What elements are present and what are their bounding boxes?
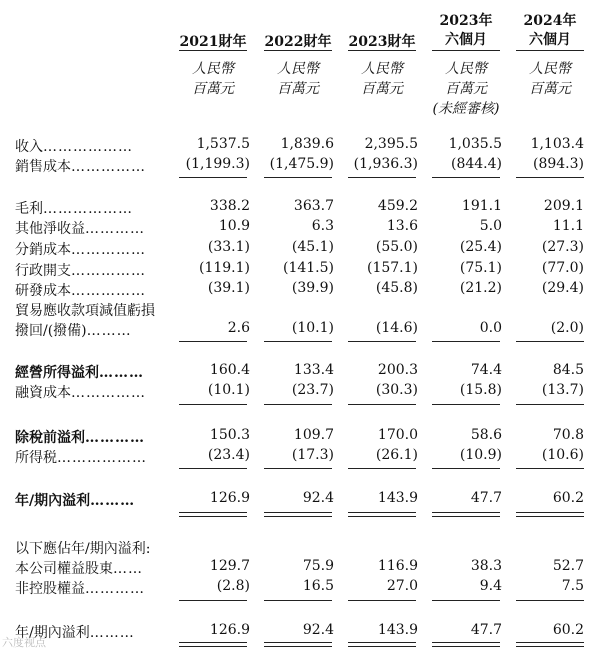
rule-line <box>179 646 247 647</box>
row-value: 200.3 <box>377 362 418 378</box>
row-label <box>15 382 146 402</box>
rule-line <box>432 512 500 513</box>
row-value: 92.4 <box>302 490 334 506</box>
row-label-text: 行政開支 <box>15 263 71 279</box>
row-label-text: 貿易應收款項減值虧損 <box>15 303 155 319</box>
rule-line <box>348 512 416 513</box>
row-value: 116.9 <box>377 558 418 574</box>
row-label-text: 銷售成本 <box>15 159 71 175</box>
row-label-text: 除稅前溢利 <box>15 430 85 446</box>
column-unit: (未經審核) <box>432 101 500 117</box>
dot-leader: ……… <box>99 365 144 381</box>
dot-leader: ……………… <box>57 450 147 466</box>
rule-line <box>348 341 416 342</box>
column-unit: 百萬元 <box>529 81 571 97</box>
rule-line <box>348 600 416 601</box>
row-value: 150.3 <box>209 427 250 443</box>
row-label <box>15 198 133 218</box>
column-unit: 百萬元 <box>361 81 403 97</box>
rule-line <box>264 516 332 517</box>
rule-line <box>348 642 416 643</box>
row-value: (844.4) <box>450 156 502 172</box>
row-value: 459.2 <box>377 198 418 214</box>
rule-line <box>264 642 332 643</box>
dot-leader: …………… <box>71 159 146 175</box>
row-value: (30.3) <box>375 382 418 398</box>
rule-line <box>432 468 500 469</box>
column-header-title: 2023財年 <box>348 34 416 50</box>
row-label <box>15 156 146 176</box>
column-unit: 百萬元 <box>277 81 319 97</box>
row-label <box>15 218 145 238</box>
row-value: 109.7 <box>293 427 334 443</box>
row-value: (2.0) <box>550 320 584 336</box>
rule-line <box>348 404 416 405</box>
rule-line <box>179 642 247 643</box>
dot-leader: ……………… <box>43 139 133 155</box>
rule-line <box>516 516 584 517</box>
row-value: (15.8) <box>459 382 502 398</box>
row-value: 160.4 <box>209 362 250 378</box>
column-unit: 百萬元 <box>192 81 234 97</box>
row-value: 0.0 <box>479 320 502 336</box>
rule-line <box>432 516 500 517</box>
rule-line <box>432 600 500 601</box>
row-label <box>15 320 132 340</box>
row-value: 13.6 <box>386 218 418 234</box>
header-underline <box>179 50 247 51</box>
row-value: 129.7 <box>209 558 250 574</box>
row-value: 209.1 <box>543 198 584 214</box>
row-value: 52.7 <box>552 558 584 574</box>
row-value: 6.3 <box>311 218 334 234</box>
header-underline <box>432 50 500 51</box>
row-value: (75.1) <box>459 260 502 276</box>
row-label <box>15 136 133 156</box>
row-value: 191.1 <box>461 198 502 214</box>
row-label <box>15 300 155 320</box>
rule-line <box>516 341 584 342</box>
row-value: (119.1) <box>198 260 250 276</box>
column-header-title: 六個月 <box>445 32 487 48</box>
row-value: (1,475.9) <box>269 156 334 172</box>
row-value: (10.9) <box>459 447 502 463</box>
row-value: (39.9) <box>291 280 334 296</box>
header-underline <box>516 50 584 51</box>
row-value: 58.6 <box>470 427 502 443</box>
rule-line <box>264 341 332 342</box>
row-label <box>15 490 135 510</box>
row-value: 70.8 <box>552 427 584 443</box>
dot-leader: ………… <box>85 581 145 597</box>
rule-line <box>264 468 332 469</box>
row-value: (10.6) <box>541 447 584 463</box>
row-value: 170.0 <box>377 427 418 443</box>
column-header-title: 六個月 <box>529 32 571 48</box>
rule-line <box>179 341 247 342</box>
dot-leader: ……… <box>89 625 135 641</box>
dot-leader: ……… <box>86 323 132 339</box>
row-value: 5.0 <box>479 218 502 234</box>
rule-line <box>516 177 584 178</box>
row-value: 60.2 <box>552 622 584 638</box>
header-underline <box>264 50 332 51</box>
dot-leader: …………… <box>71 385 146 401</box>
row-value: (25.4) <box>459 239 502 255</box>
row-value: 1,035.5 <box>448 136 502 152</box>
row-value: 126.9 <box>209 490 250 506</box>
dot-leader: ……………… <box>43 201 133 217</box>
row-value: (141.5) <box>282 260 334 276</box>
row-label-text: 以下應佔年/期內溢利: <box>15 541 151 557</box>
column-unit: 人民幣 <box>277 61 319 77</box>
row-value: 143.9 <box>377 622 418 638</box>
column-unit: 人民幣 <box>529 61 571 77</box>
row-value: 60.2 <box>552 490 584 506</box>
row-value: (13.7) <box>541 382 584 398</box>
row-value: 74.4 <box>470 362 502 378</box>
row-value: (45.1) <box>291 239 334 255</box>
dot-leader: …………… <box>71 242 146 258</box>
rule-line <box>179 512 247 513</box>
row-value: (10.1) <box>207 382 250 398</box>
row-label <box>15 427 145 447</box>
column-unit: 人民幣 <box>361 61 403 77</box>
row-label <box>15 447 147 467</box>
column-unit: 人民幣 <box>192 61 234 77</box>
rule-line <box>264 646 332 647</box>
row-label-text: 年/期內溢利 <box>15 625 90 641</box>
dot-leader: ……… <box>90 493 136 509</box>
rule-line <box>516 642 584 643</box>
rule-line <box>516 646 584 647</box>
row-value: 47.7 <box>470 622 502 638</box>
row-value: 1,839.6 <box>280 136 334 152</box>
column-header-title: 2021財年 <box>179 34 247 50</box>
row-value: 16.5 <box>302 578 334 594</box>
dot-leader: ………… <box>85 221 145 237</box>
column-unit: 百萬元 <box>445 81 487 97</box>
rule-line <box>348 516 416 517</box>
rule-line <box>432 177 500 178</box>
row-label-text: 非控股權益 <box>15 581 85 597</box>
rule-line <box>432 642 500 643</box>
rule-line <box>179 177 247 178</box>
rule-line <box>179 468 247 469</box>
row-value: (14.6) <box>375 320 418 336</box>
rule-line <box>264 177 332 178</box>
row-label-text: 其他淨收益 <box>15 221 85 237</box>
row-label <box>15 260 146 280</box>
rule-line <box>348 468 416 469</box>
row-label <box>15 280 146 300</box>
rule-line <box>516 512 584 513</box>
row-value: 9.4 <box>479 578 502 594</box>
rule-line <box>348 646 416 647</box>
row-value: 2.6 <box>227 320 250 336</box>
row-value: (55.0) <box>375 239 418 255</box>
row-label <box>15 362 144 382</box>
row-value: (1,936.3) <box>353 156 418 172</box>
row-value: (894.3) <box>532 156 584 172</box>
column-header-title: 2022財年 <box>264 34 332 50</box>
column-header-title: 2023年 <box>439 13 493 29</box>
row-label-text: 年/期內溢利 <box>15 493 91 509</box>
row-value: (2.8) <box>216 578 250 594</box>
row-value: 92.4 <box>302 622 334 638</box>
row-value: 143.9 <box>377 490 418 506</box>
watermark: 六度视点 <box>2 636 46 649</box>
row-value: (23.7) <box>291 382 334 398</box>
rule-line <box>264 404 332 405</box>
row-value: (157.1) <box>366 260 418 276</box>
rule-line <box>348 177 416 178</box>
row-value: 84.5 <box>552 362 584 378</box>
row-label-text: 所得税 <box>15 450 57 466</box>
rule-line <box>516 600 584 601</box>
row-value: 47.7 <box>470 490 502 506</box>
rule-line <box>179 600 247 601</box>
rule-line <box>432 646 500 647</box>
row-label-text: 撥回/(撥備) <box>15 323 87 339</box>
column-header-title: 2024年 <box>523 13 577 29</box>
rule-line <box>264 600 332 601</box>
rule-line <box>179 404 247 405</box>
rule-line <box>432 341 500 342</box>
row-value: 126.9 <box>209 622 250 638</box>
rule-line <box>179 516 247 517</box>
row-value: 75.9 <box>302 558 334 574</box>
rule-line <box>432 404 500 405</box>
dot-leader: ………… <box>85 430 145 446</box>
row-label <box>15 239 146 259</box>
row-value: (21.2) <box>459 280 502 296</box>
row-value: (29.4) <box>541 280 584 296</box>
row-label-text: 分銷成本 <box>15 242 71 258</box>
row-value: 7.5 <box>561 578 584 594</box>
row-value: 1,103.4 <box>530 136 584 152</box>
rule-line <box>264 512 332 513</box>
row-value: 1,537.5 <box>196 136 250 152</box>
row-value: 133.4 <box>293 362 334 378</box>
row-value: (45.8) <box>375 280 418 296</box>
row-label <box>15 558 143 578</box>
rule-line <box>516 404 584 405</box>
row-label-text: 經營所得溢利 <box>15 365 99 381</box>
row-value: (10.1) <box>291 320 334 336</box>
row-value: 11.1 <box>552 218 584 234</box>
row-value: 38.3 <box>470 558 502 574</box>
dot-leader: …………… <box>71 263 146 279</box>
row-label <box>15 538 150 558</box>
row-value: 27.0 <box>386 578 418 594</box>
row-value: (1,199.3) <box>185 156 250 172</box>
row-label-text: 收入 <box>15 139 43 155</box>
row-value: (23.4) <box>207 447 250 463</box>
row-label-text: 研發成本 <box>15 283 71 299</box>
dot-leader: …… <box>113 561 143 577</box>
row-value: 2,395.5 <box>364 136 418 152</box>
row-value: (27.3) <box>541 239 584 255</box>
header-underline <box>348 50 416 51</box>
row-label-text: 毛利 <box>15 201 43 217</box>
rule-line <box>516 468 584 469</box>
row-value: (26.1) <box>375 447 418 463</box>
row-label-text: 融資成本 <box>15 385 71 401</box>
row-value: (39.1) <box>207 280 250 296</box>
dot-leader: …………… <box>71 283 146 299</box>
row-value: 10.9 <box>218 218 250 234</box>
row-value: 338.2 <box>209 198 250 214</box>
row-label-text: 本公司權益股東 <box>15 561 113 577</box>
row-value: 363.7 <box>293 198 334 214</box>
row-value: (77.0) <box>541 260 584 276</box>
row-value: (17.3) <box>291 447 334 463</box>
column-unit: 人民幣 <box>445 61 487 77</box>
row-label <box>15 578 145 598</box>
row-value: (33.1) <box>207 239 250 255</box>
